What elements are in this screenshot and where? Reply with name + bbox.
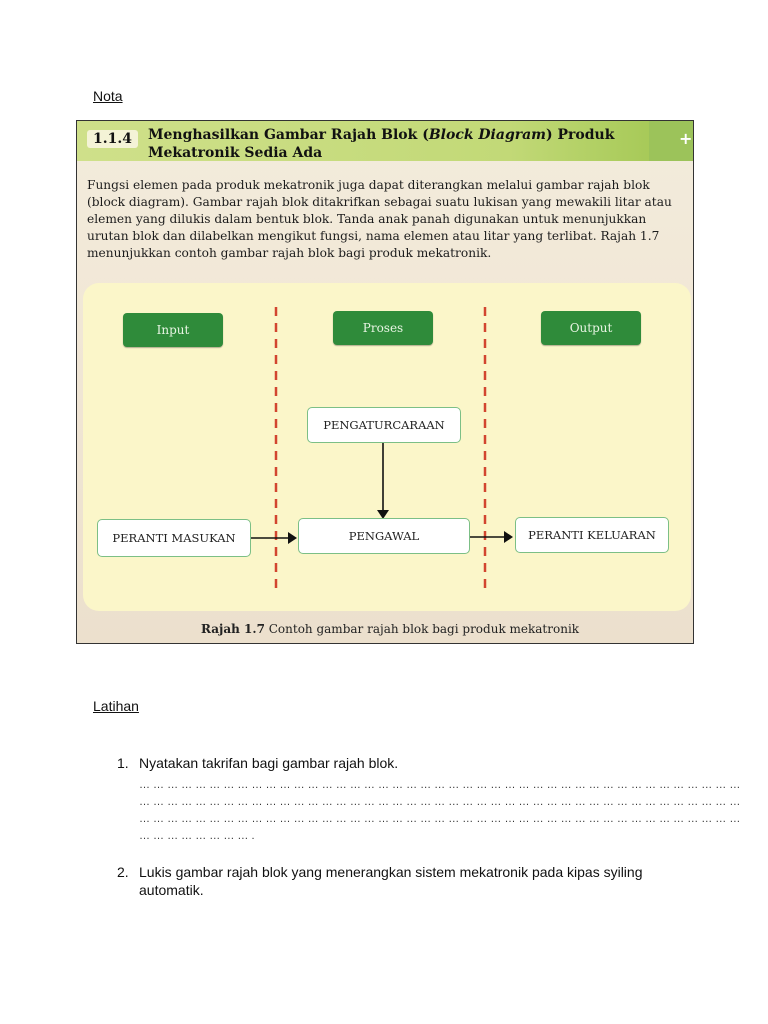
diagram-panel xyxy=(83,283,691,611)
stage-output: Output xyxy=(541,311,641,345)
caption-text: Contoh gambar rajah blok bagi produk mekatronik xyxy=(268,622,580,636)
block-peranti-keluaran: PERANTI KELUARAN xyxy=(515,517,669,553)
block-peranti-masukan: PERANTI MASUKAN xyxy=(97,519,251,557)
question-text: Nyatakan takrifan bagi gambar rajah blok. xyxy=(139,755,399,771)
textbook-photo xyxy=(76,120,694,644)
figure-caption xyxy=(201,622,579,636)
arrowhead-right-1 xyxy=(288,532,297,544)
nota-heading: Nota xyxy=(93,88,123,104)
block-pengawal: PENGAWAL xyxy=(298,518,470,554)
question-number: 2. xyxy=(117,864,129,880)
section-title-text: Menghasilkan Gambar Rajah Blok (Block Diagram) Produk Mekatronik Sedia Ada xyxy=(148,127,615,161)
block-pengaturcaraan: PENGATURCARAAN xyxy=(307,407,461,443)
answer-line-4: … … … … … … … … . xyxy=(139,830,255,842)
stage-input: Input xyxy=(123,313,223,347)
arrowhead-right-2 xyxy=(504,531,513,543)
section-title xyxy=(148,126,628,162)
answer-line-2: … … … … … … … … … … … … … … … … … … … … … … … … … … … … … … … … … … … … … … … … … … … xyxy=(139,796,741,808)
question-number: 1. xyxy=(117,755,129,771)
stage-proses: Proses xyxy=(333,311,433,345)
section-number: 1.1.4 xyxy=(87,130,138,148)
section-paragraph: Fungsi elemen pada produk mekatronik juga dapat diterangkan melalui gambar rajah blok (block diagram). Gambar rajah blok ditakrifkan sebagai suatu lukisan yang mewakili litar atau elemen yang dilukis dalam bentuk blok. Tanda anak panah digunakan untuk menunjukkan urutan blok dan dilabelkan mengikut fungsi, nama elemen atau litar yang terlibat. Rajah 1.7 menunjukkan contoh gambar rajah blok bagi produk mekatronik. xyxy=(87,178,672,260)
latihan-heading: Latihan xyxy=(93,698,139,714)
question-text: Lukis gambar rajah blok yang menerangkan sistem mekatronik pada kipas syiling automatik. xyxy=(139,864,643,898)
plus-icon: + xyxy=(679,129,693,148)
answer-line-1: … … … … … … … … … … … … … … … … … … … … … … … … … … … … … … … … … … … … … … … … … … … xyxy=(139,779,741,791)
answer-line-3: … … … … … … … … … … … … … … … … … … … … … … … … … … … … … … … … … … … … … … … … … … … xyxy=(139,813,741,825)
caption-label: Rajah 1.7 xyxy=(201,622,265,636)
